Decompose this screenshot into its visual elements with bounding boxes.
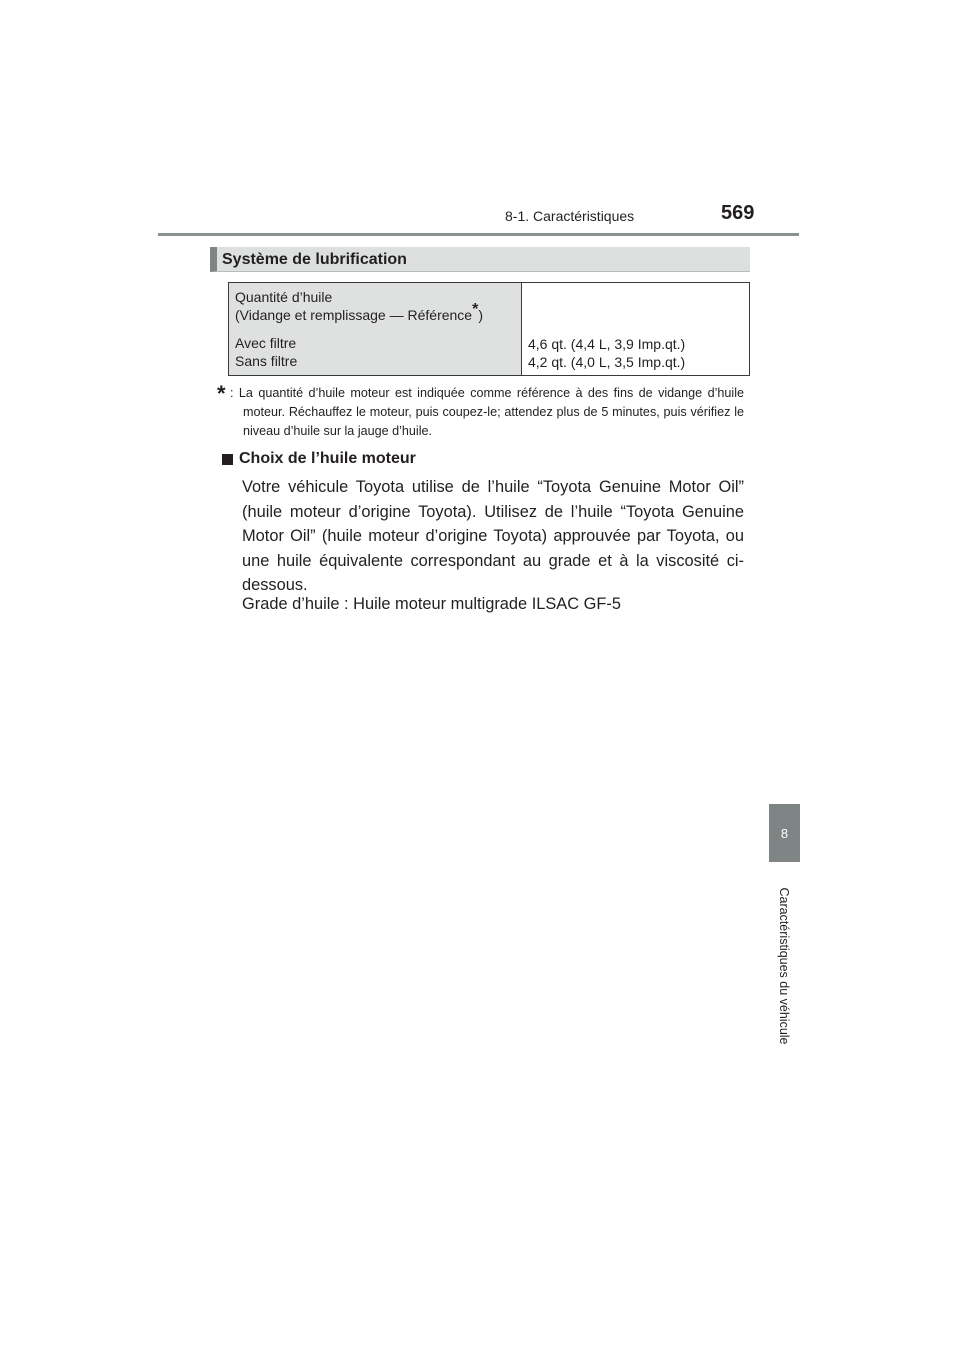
- chapter-tab: [769, 804, 800, 862]
- footnote-text: : La quantité d’huile moteur est indiquée comme référence à des fins de vidange d’huile moteur. Réchauffez le moteur, puis coupez-le; attendez plus de 5 minutes, puis vérifiez le niveau d’huile sur la jauge d’huile.: [230, 386, 744, 438]
- table-value-column: [522, 283, 749, 375]
- chapter-number: 8: [780, 825, 789, 841]
- table-label-column: [229, 283, 522, 375]
- subsection-title: Choix de l’huile moteur: [239, 450, 416, 467]
- oil-grade-text: Grade d’huile : Huile moteur multigrade ILSAC GF-5: [242, 595, 621, 613]
- oil-capacity-table: [228, 282, 750, 376]
- header-divider: [158, 233, 799, 236]
- subsection-paragraph: Votre véhicule Toyota utilise de l’huile “Toyota Genuine Motor Oil” (huile moteur d’origine Toyota). Utilisez de l’huile “Toyota Genuine Motor Oil” (huile moteur d’origine Toyota) approuvée par Toyota, ou une huile équivalente correspondant au grade et à la viscosité ci-dessous.: [242, 478, 744, 594]
- row-label-with-filter: Avec filtre: [235, 335, 297, 351]
- chapter-side-label: [768, 871, 800, 1061]
- subsection-heading: [222, 450, 416, 468]
- chapter-label-text: Caractéristiques du véhicule: [777, 887, 791, 1045]
- row-label-without-filter: Sans filtre: [235, 353, 298, 369]
- header-section-title: 8-1. Caractéristiques: [505, 208, 635, 224]
- page-number: 569: [721, 202, 755, 224]
- footnote-marker: *: [472, 301, 479, 318]
- square-bullet-icon: [222, 454, 233, 465]
- footnote: [230, 384, 744, 441]
- footnote-star: *: [217, 381, 226, 406]
- quantity-label-line2: (Vidange et remplissage — Référence*): [235, 301, 483, 323]
- quantity-label-line1: Quantité d’huile: [235, 289, 333, 305]
- section-title: Système de lubrification: [222, 251, 407, 268]
- row-value-without-filter: 4,2 qt. (4,0 L, 3,5 Imp.qt.): [528, 354, 686, 370]
- row-value-with-filter: 4,6 qt. (4,4 L, 3,9 Imp.qt.): [528, 336, 686, 352]
